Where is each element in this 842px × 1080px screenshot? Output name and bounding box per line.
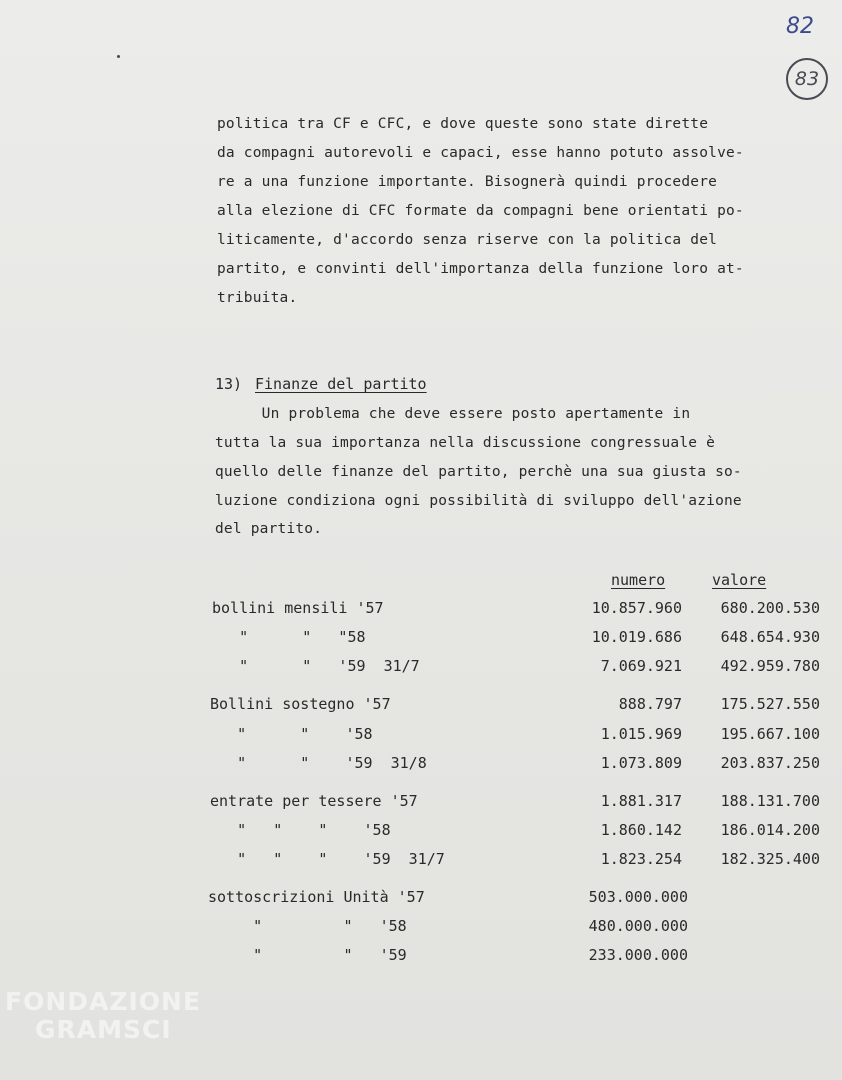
table-row-label: " " '59 31/7: [212, 657, 420, 675]
circled-page-number: 83: [786, 58, 828, 100]
ink-dot: [117, 55, 120, 58]
column-header-valore: valore: [712, 571, 767, 589]
table-cell-valore: 182.325.400: [720, 850, 820, 868]
table-row-label: " " " '59 31/7: [210, 850, 445, 868]
paragraph-line: Un problema che deve essere posto apertamente in: [217, 406, 691, 422]
paragraph-line: politica tra CF e CFC, e dove queste sono state dirette: [217, 116, 709, 132]
watermark-logo: [5, 988, 201, 1044]
table-row-label: " " '58: [208, 917, 407, 935]
table-cell-valore: 492.959.780: [720, 657, 820, 675]
paragraph-line: quello delle finanze del partito, perchè una sua giusta so-: [215, 464, 742, 480]
watermark-line: FONDAZIONE: [5, 987, 202, 1016]
table-cell-numero: 1.073.809: [600, 754, 682, 772]
table-cell-numero: 1.860.142: [600, 821, 682, 839]
table-cell-numero: 10.857.960: [591, 599, 682, 617]
table-cell-valore: 195.667.100: [720, 725, 820, 743]
table-cell-numero: 233.000.000: [588, 946, 688, 964]
paragraph-line: tutta la sua importanza nella discussione congressuale è: [215, 435, 716, 451]
watermark-line: GRAMSCI: [35, 1015, 172, 1044]
table-cell-numero: 888.797: [618, 695, 682, 713]
table-cell-valore: 188.131.700: [720, 792, 820, 810]
paragraph-line: tribuita.: [217, 290, 298, 306]
table-row-label: sottoscrizioni Unità '57: [208, 888, 425, 906]
handwritten-page-number: 82: [786, 14, 814, 39]
table-cell-valore: 186.014.200: [720, 821, 820, 839]
paragraph-line: partito, e convinti dell'importanza della funzione loro at-: [217, 261, 744, 277]
table-cell-numero: 503.000.000: [588, 888, 688, 906]
column-header-numero: numero: [611, 571, 666, 589]
section-number: 13): [215, 375, 243, 393]
table-row-label: " " '59: [208, 946, 407, 964]
table-row-label: bollini mensili '57: [212, 599, 384, 617]
paragraph-line: del partito.: [215, 521, 323, 537]
table-cell-numero: 480.000.000: [588, 917, 688, 935]
paragraph-line: liticamente, d'accordo senza riserve con la politica del: [217, 232, 718, 248]
table-cell-numero: 7.069.921: [600, 657, 682, 675]
table-cell-valore: 680.200.530: [720, 599, 820, 617]
table-cell-valore: 175.527.550: [720, 695, 820, 713]
table-row-label: entrate per tessere '57: [210, 792, 418, 810]
table-row-label: " " '59 31/8: [210, 754, 427, 772]
table-cell-numero: 10.019.686: [591, 628, 682, 646]
paragraph-line: luzione condiziona ogni possibilità di sviluppo dell'azione: [215, 493, 742, 509]
table-row-label: " " '58: [210, 725, 373, 743]
table-cell-numero: 1.015.969: [600, 725, 682, 743]
table-cell-valore: 648.654.930: [720, 628, 820, 646]
paragraph-line: alla elezione di CFC formate da compagni bene orientati po-: [217, 203, 744, 219]
table-row-label: " " "58: [212, 628, 366, 646]
table-row-label: Bollini sostegno '57: [210, 695, 391, 713]
section-title: Finanze del partito: [255, 375, 427, 393]
table-cell-valore: 203.837.250: [720, 754, 820, 772]
paragraph-line: da compagni autorevoli e capaci, esse hanno potuto assolve-: [217, 145, 744, 161]
table-row-label: " " " '58: [210, 821, 391, 839]
table-cell-numero: 1.881.317: [600, 792, 682, 810]
table-cell-numero: 1.823.254: [600, 850, 682, 868]
paragraph-line: re a una funzione importante. Bisognerà quindi procedere: [217, 174, 718, 190]
